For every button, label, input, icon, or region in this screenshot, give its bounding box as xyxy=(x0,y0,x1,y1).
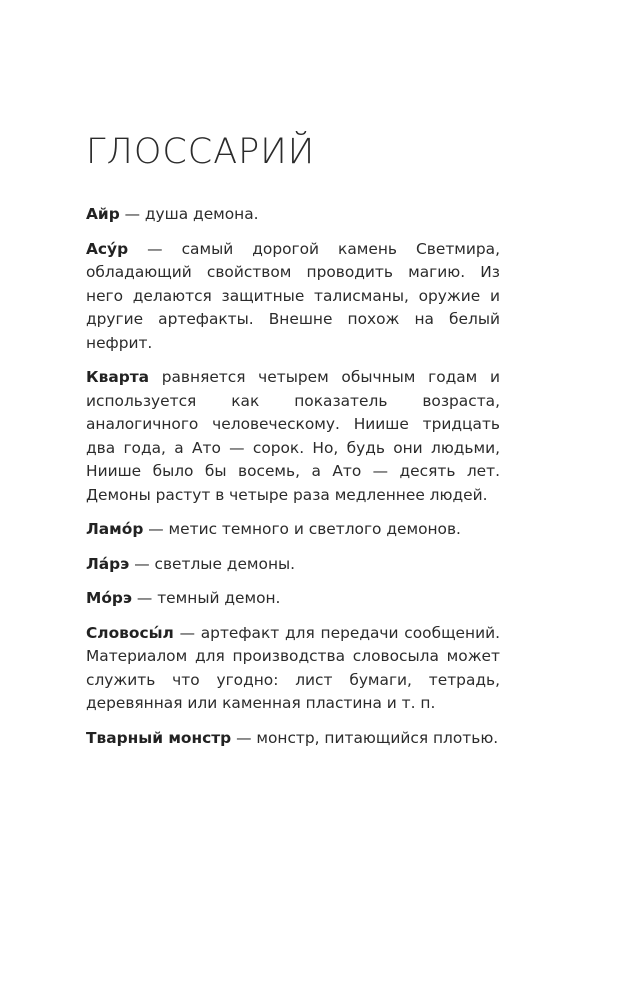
glossary-term: Тварный монстр xyxy=(86,728,232,747)
glossary-entry-kvarta xyxy=(86,366,500,507)
glossary-definition: — метис темного и светлого демонов. xyxy=(143,520,461,538)
glossary-definition: — монстр, питающийся плотью. xyxy=(231,728,499,747)
glossary-term: Словосы́л xyxy=(86,623,174,642)
glossary-term: Ла́рэ xyxy=(86,554,130,573)
glossary-definition: — темный демон. xyxy=(132,589,281,607)
glossary-entry-slovosyl xyxy=(86,622,500,716)
glossary-term: Айр xyxy=(86,205,120,223)
glossary-list xyxy=(86,203,500,761)
glossary-definition: — душа демона. xyxy=(119,205,259,223)
glossary-entry-air xyxy=(86,203,500,227)
glossary-entry-more xyxy=(86,587,500,611)
glossary-entry-asur xyxy=(86,238,500,356)
glossary-term: Кварта xyxy=(86,368,150,386)
glossary-term: Ламо́р xyxy=(86,520,144,538)
glossary-definition: — артефакт для передачи сообщений. Материалом для производства словосыла может служить что угодно: лист бумаги, тетрадь, деревянная или каменная пластина и т. п. xyxy=(86,623,500,712)
glossary-entry-lare xyxy=(86,553,500,577)
glossary-term: Мо́рэ xyxy=(86,589,133,607)
glossary-definition: — светлые демоны. xyxy=(129,554,296,573)
glossary-definition: — самый дорогой камень Светмира, обладающий свойством проводить магию. Из него делаются защитные талисманы, оружие и другие артефакты. Внешне похож на белый нефрит. xyxy=(86,239,500,352)
glossary-entry-tvarny-monstr xyxy=(86,727,500,751)
page-title: ГЛОССАРИЙ xyxy=(86,132,316,172)
glossary-definition: равняется четырем обычным годам и используется как показатель возраста, аналогичного человеческому. Ниише тридцать два года, а Ато — сорок. Но, будь они людьми, Ниише было бы восемь, а Ато — десять лет. Демоны растут в четыре раза медленнее людей. xyxy=(86,368,500,504)
glossary-term: Асу́р xyxy=(86,239,129,258)
glossary-entry-lamor xyxy=(86,518,500,542)
